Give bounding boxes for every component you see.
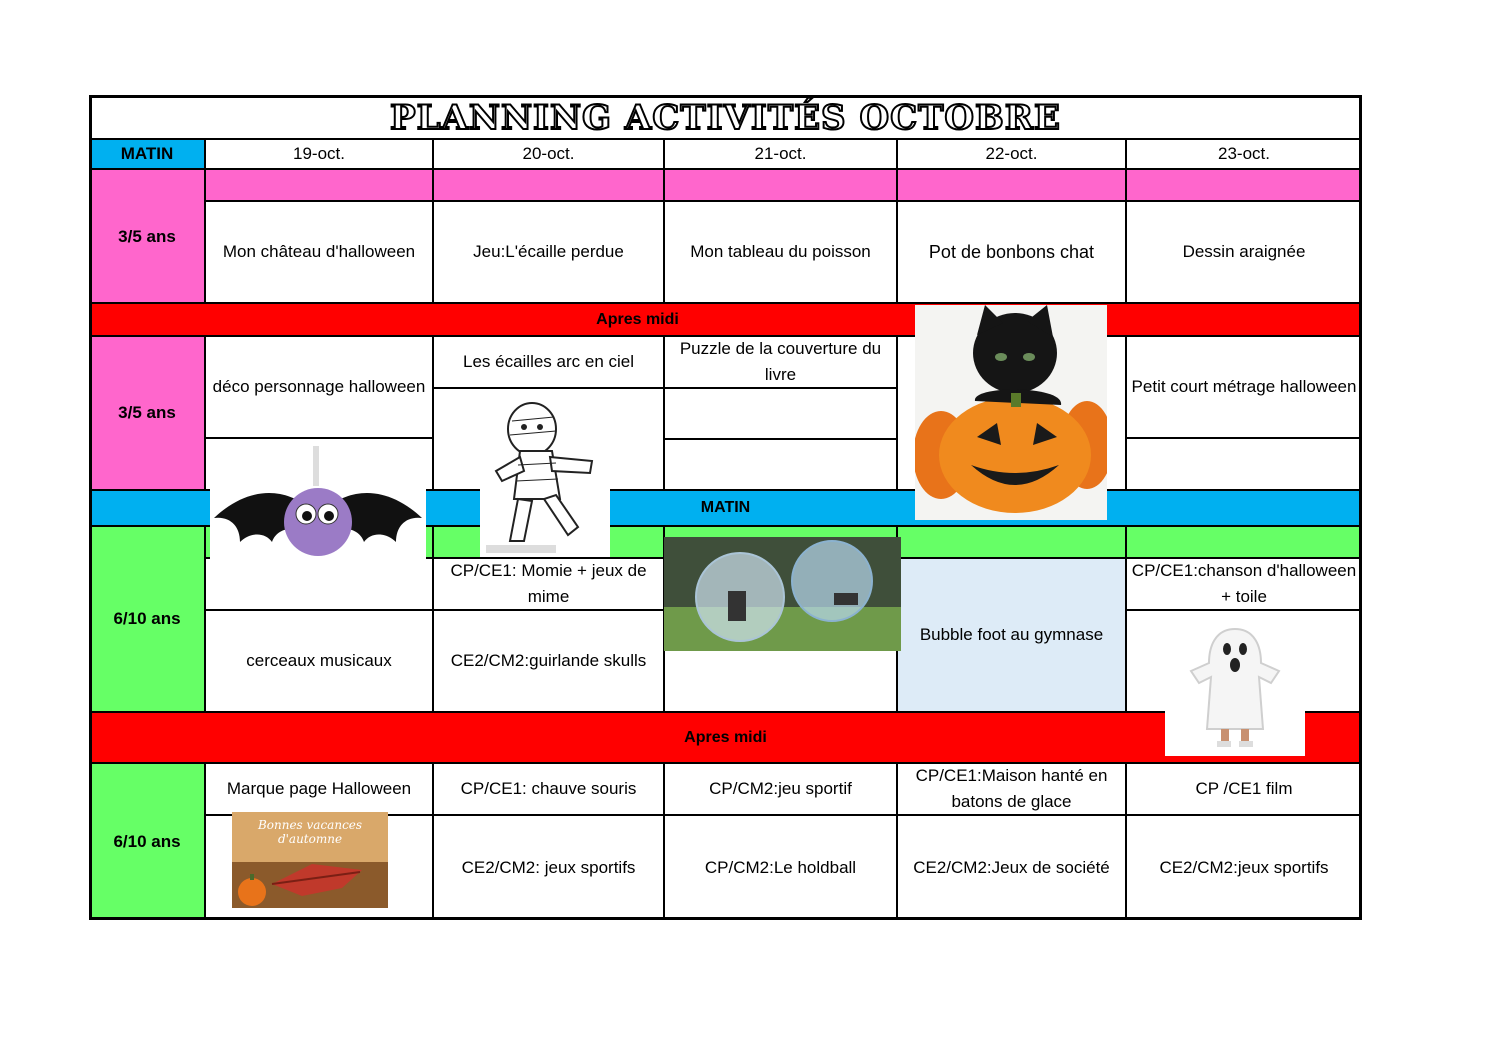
- leaf-card-text: Bonnes vacances d'automne: [257, 818, 363, 846]
- activity-6-10-mon-am: cerceaux musicaux: [205, 610, 433, 712]
- activity-6-10-wed-pm-cm2: CP/CM2:Le holdball: [664, 815, 897, 920]
- header-day-4: 22-oct.: [897, 139, 1126, 169]
- pompom-bat-icon: [210, 446, 426, 560]
- green-strip: [1126, 526, 1362, 558]
- empty-cell: [205, 558, 433, 610]
- header-day-1: 19-oct.: [205, 139, 433, 169]
- activity-6-10-wed-pm-cp: CP/CM2:jeu sportif: [664, 763, 897, 815]
- activity-6-10-mon-pm: Marque page Halloween: [205, 763, 433, 815]
- empty-cell: [1126, 438, 1362, 490]
- section-matin-2: MATIN: [89, 490, 1362, 526]
- activity-3-5-fri-pm: Petit court métrage halloween: [1126, 336, 1362, 438]
- black-cat-in-pumpkin-icon: [915, 305, 1107, 520]
- activity-3-5-fri-am: Dessin araignée: [1126, 201, 1362, 303]
- activity-3-5-thu-am: Pot de bonbons chat: [897, 201, 1126, 303]
- activity-6-10-fri-pm-cp: CP /CE1 film: [1126, 763, 1362, 815]
- age-label-3-5-afternoon: 3/5 ans: [89, 336, 205, 490]
- activity-6-10-tue-am-cp: CP/CE1: Momie + jeux de mime: [433, 558, 664, 610]
- header-matin: MATIN: [89, 139, 205, 169]
- activity-3-5-wed-am: Mon tableau du poisson: [664, 201, 897, 303]
- pink-strip: [205, 169, 433, 201]
- activity-3-5-wed-pm: Puzzle de la couverture du livre: [664, 336, 897, 388]
- empty-cell: [664, 388, 897, 439]
- ghost-costume-icon: [1165, 611, 1305, 756]
- mummy-drawing-icon: [480, 395, 610, 557]
- header-day-5: 23-oct.: [1126, 139, 1362, 169]
- pink-strip: [1126, 169, 1362, 201]
- activity-3-5-mon-am: Mon château d'halloween: [205, 201, 433, 303]
- age-label-6-10-morning: 6/10 ans: [89, 526, 205, 712]
- activity-6-10-tue-am-ce2: CE2/CM2:guirlande skulls: [433, 610, 664, 712]
- age-label-3-5-morning: 3/5 ans: [89, 169, 205, 303]
- section-apres-midi-1: Apres midi: [89, 303, 1362, 336]
- age-label-6-10-afternoon: 6/10 ans: [89, 763, 205, 920]
- activity-3-5-tue-am: Jeu:L'écaille perdue: [433, 201, 664, 303]
- activity-6-10-fri-pm-ce2: CE2/CM2:jeux sportifs: [1126, 815, 1362, 920]
- autumn-leaf-card: [232, 812, 388, 908]
- header-day-3: 21-oct.: [664, 139, 897, 169]
- activity-6-10-fri-am-cp: CP/CE1:chanson d'halloween + toile: [1126, 558, 1362, 610]
- pink-strip: [664, 169, 897, 201]
- activity-6-10-tue-pm-cp: CP/CE1: chauve souris: [433, 763, 664, 815]
- activity-6-10-tue-pm-ce2: CE2/CM2: jeux sportifs: [433, 815, 664, 920]
- activity-3-5-mon-pm: déco personnage halloween: [205, 336, 433, 438]
- page-title: PLANNING ACTIVITÉS OCTOBRE: [390, 98, 1061, 138]
- activity-6-10-thu-pm-ce2: CE2/CM2:Jeux de société: [897, 815, 1126, 920]
- pink-strip: [433, 169, 664, 201]
- green-strip: [897, 526, 1126, 558]
- activity-3-5-tue-pm: Les écailles arc en ciel: [433, 336, 664, 388]
- section-apres-midi-2: Apres midi: [89, 712, 1362, 763]
- header-day-2: 20-oct.: [433, 139, 664, 169]
- empty-cell: [664, 439, 897, 490]
- bubble-foot-photo: [664, 537, 901, 651]
- pink-strip: [897, 169, 1126, 201]
- activity-6-10-thu-am: Bubble foot au gymnase: [897, 558, 1126, 712]
- activity-6-10-thu-pm-cp: CP/CE1:Maison hanté en batons de glace: [897, 763, 1126, 815]
